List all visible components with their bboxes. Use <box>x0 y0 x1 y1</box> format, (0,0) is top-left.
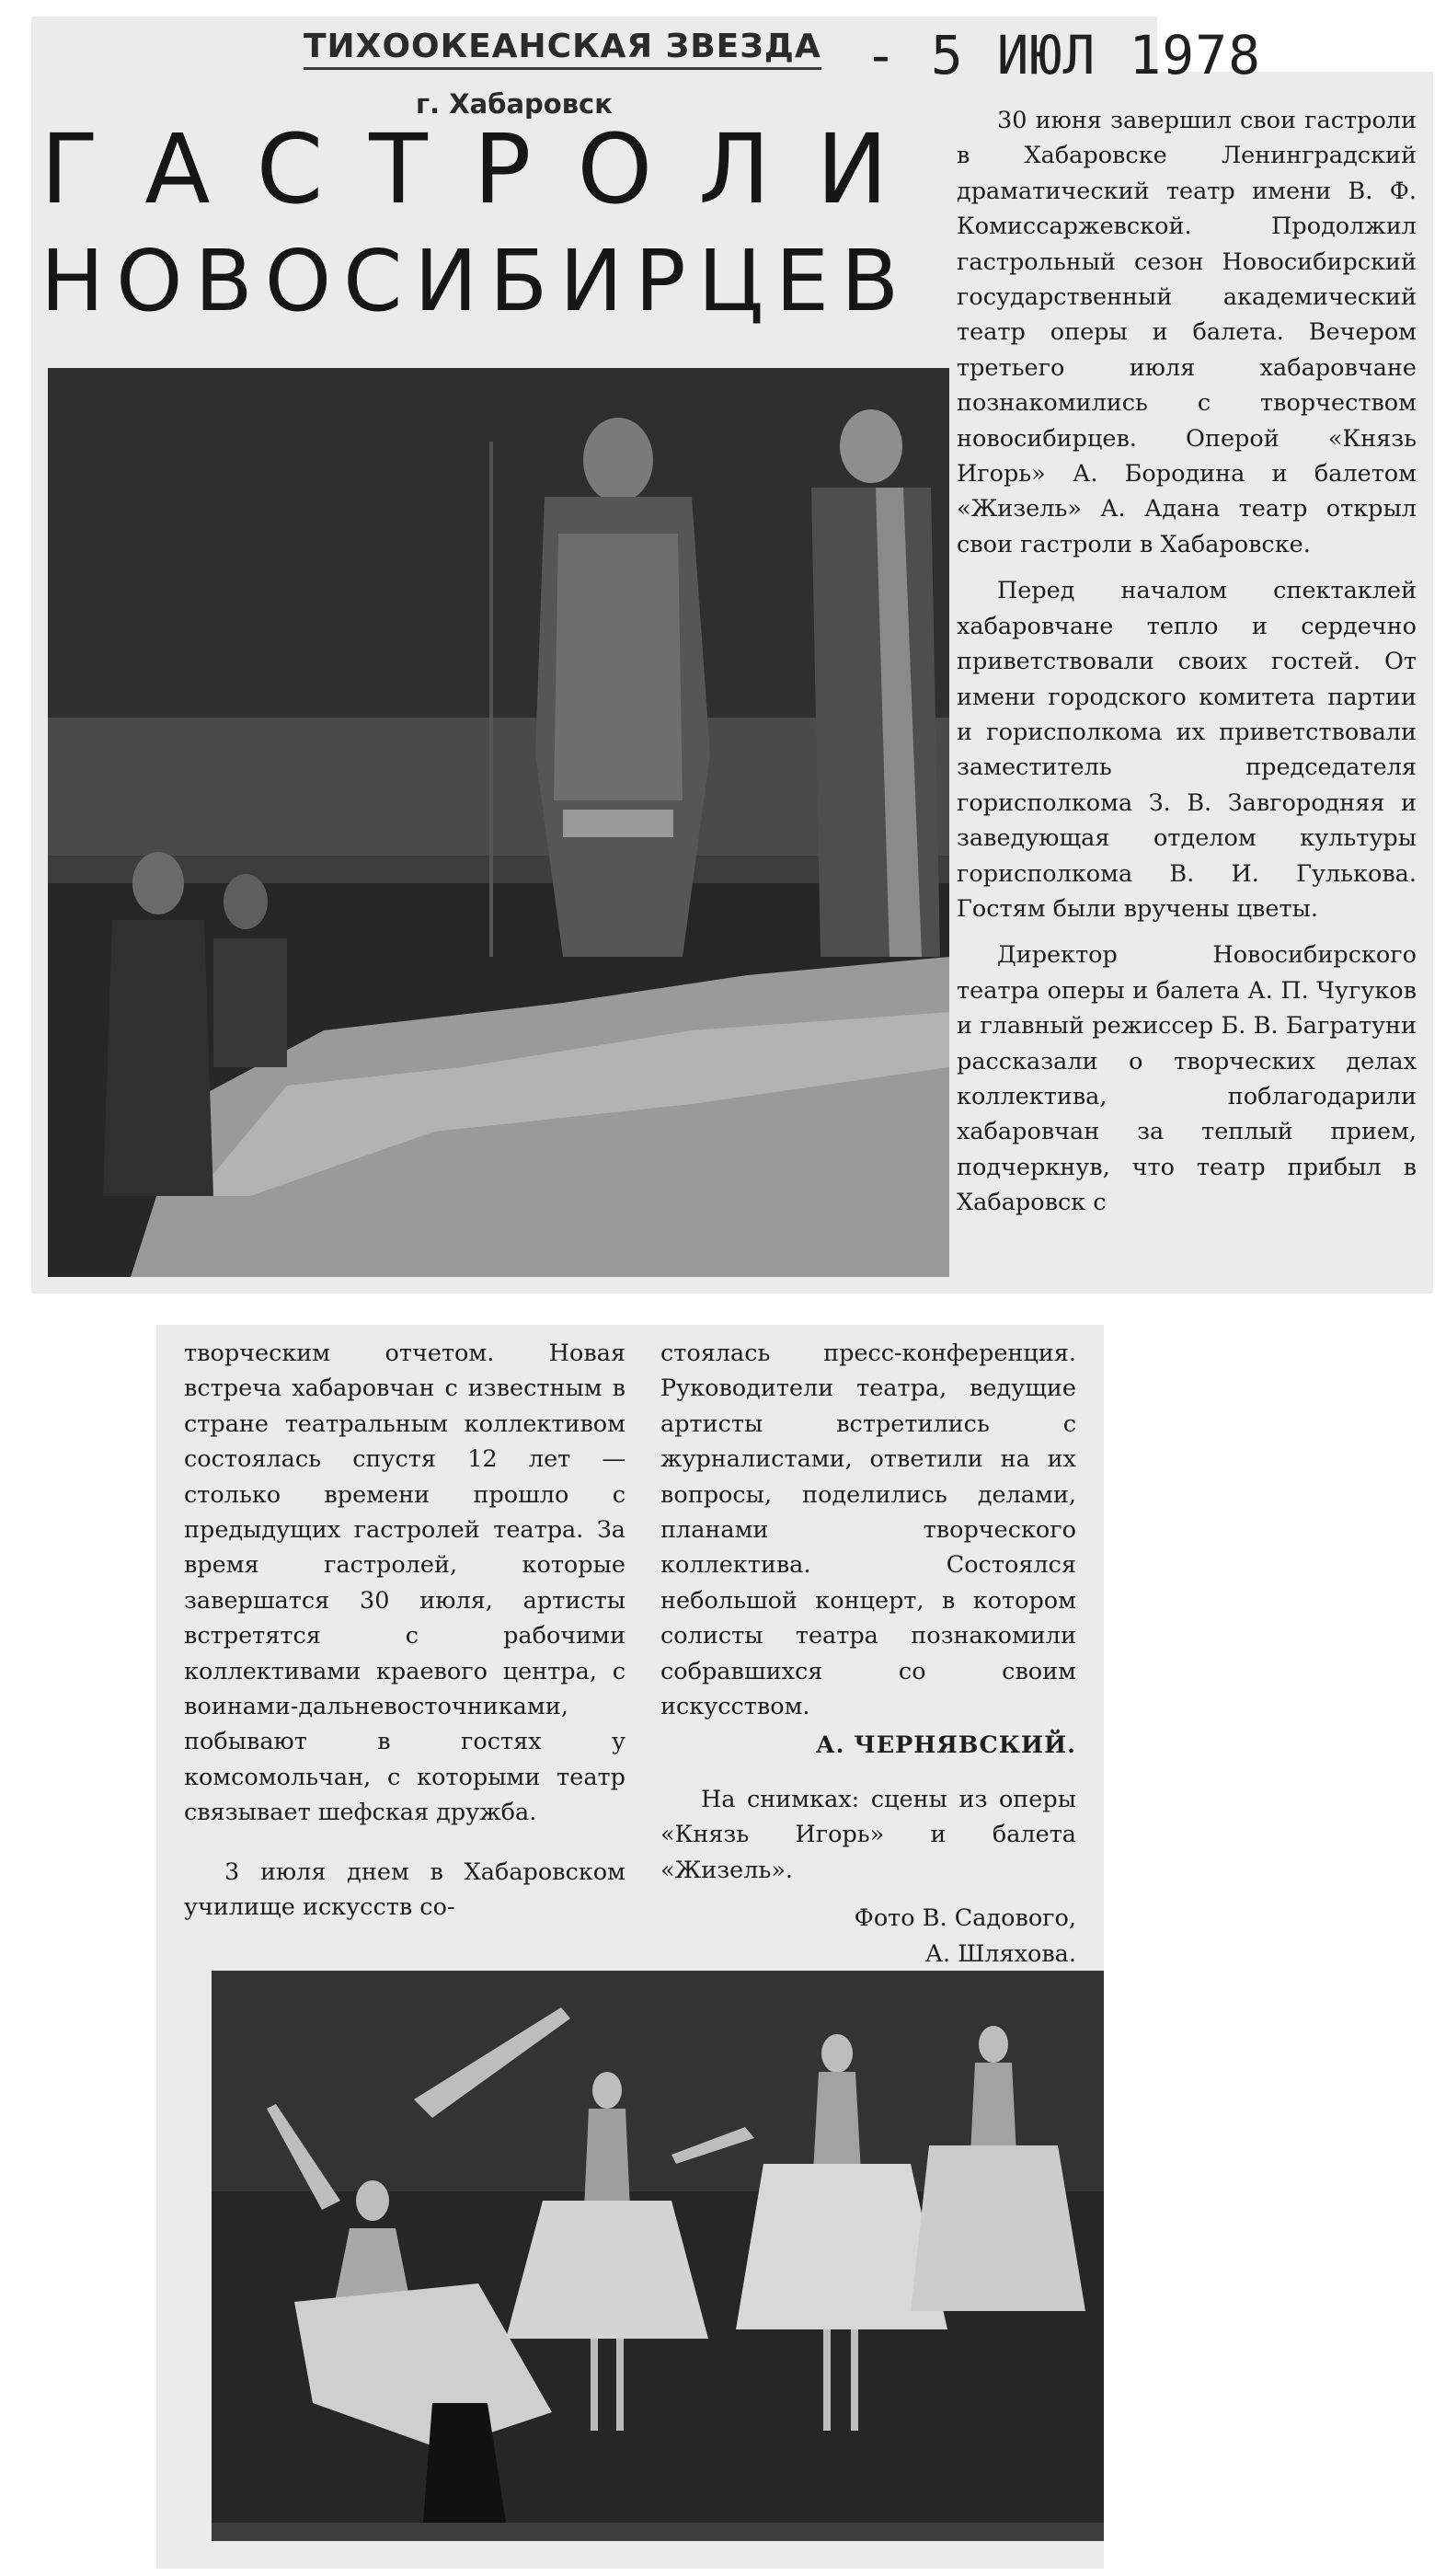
article-column-right-continued <box>660 1336 1076 1972</box>
headline-line-2: НОВОСИБИРЦЕВ <box>40 232 912 330</box>
article-column-left-continued <box>184 1336 625 1926</box>
author-byline: А. ЧЕРНЯВСКИЙ. <box>815 1731 1076 1760</box>
ballet-photo <box>212 1971 1104 2541</box>
article-paragraph: Перед началом спектаклей хабаровчане тепло и сердечно приветствовали своих гостей. От имени городского комитета партии и горисполкома их приветствовали заместитель председателя горисполкома З. В. Завгородняя и заведующая отделом культуры горисполкома В. И. Гулькова. Гостям были вручены цветы. <box>957 577 1417 923</box>
headline-line-1: ГАСТРОЛИ <box>40 113 935 225</box>
article-paragraph: 30 июня завершил свои гастроли в Хабаровске Ленинградский драматический театр имени В. Ф. Комиссаржевской. Продолжил гастрольный сезон Новосибирский государственный академический театр оперы и балета. Вечером третьего июля хабаровчане познакомились с творчеством новосибирцев. Оперой «Князь Игорь» А. Бородина и балетом «Жизель» А. Адана театр открыл свои гастроли в Хабаровске. <box>957 107 1417 558</box>
opera-photo <box>48 368 949 1277</box>
article-column-right <box>957 103 1417 1221</box>
newspaper-city: г. Хабаровск <box>416 88 613 120</box>
date-stamp: - 5 ИЮЛ 1978 <box>865 24 1262 86</box>
article-paragraph: Директор Новосибирского театра оперы и балета А. П. Чугуков и главный режиссер Б. В. Багратуни рассказали о творческих делах коллектива, поблагодарили хабаровчан за теплый прием, подчеркнув, что театр прибыл в Хабаровск с <box>957 941 1417 1217</box>
article-paragraph: творческим отчетом. Новая встреча хабаровчан с известным в стране театральным коллективом состоялась спустя 12 лет — столько времени прошло с предыдущих гастролей театра. За время гастролей, которые завершатся 30 июля, артисты встретятся с рабочими коллективами краевого центра, с воинами-дальневосточниками, побывают в гостях у комсомольчан, с которыми театр связывает шефская дружба. <box>184 1340 625 1827</box>
article-paragraph: стоялась пресс-конференция. Руководители театра, ведущие артисты встретились с журналистами, ответили на их вопросы, поделились делами, планами творческого коллектива. Состоялся небольшой концерт, в котором солисты театра познакомили собравшихся со своим искусством. <box>660 1340 1076 1721</box>
photo-caption: На снимках: сцены из оперы «Князь Игорь» и балета «Жизель». <box>660 1785 1076 1884</box>
photo-credit-line-1: Фото В. Садового, <box>854 1904 1076 1933</box>
article-paragraph: 3 июля днем в Хабаровском училище искусств со- <box>184 1857 625 1922</box>
photo-credit-line-2: А. Шляхова. <box>924 1939 1076 1968</box>
newspaper-name: ТИХООКЕАНСКАЯ ЗВЕЗДА <box>304 28 821 70</box>
